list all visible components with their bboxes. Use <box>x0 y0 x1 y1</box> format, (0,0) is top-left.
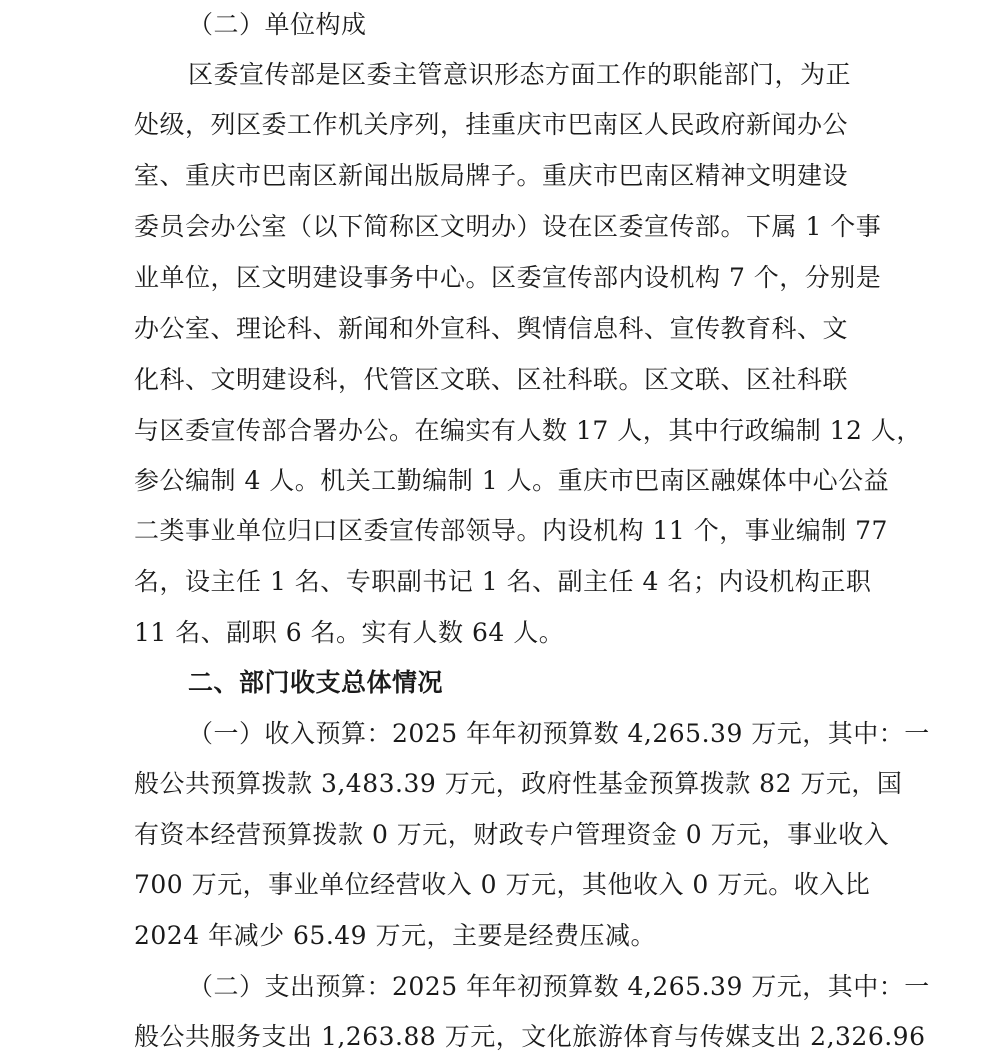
section-subheading: （二）单位构成 <box>188 10 367 39</box>
paragraph-line: 处级，列区委工作机关序列，挂重庆市巴南区人民政府新闻办公 <box>134 110 849 139</box>
paragraph-line: 室、重庆市巴南区新闻出版局牌子。重庆市巴南区精神文明建设 <box>134 161 849 190</box>
paragraph-line: 委员会办公室（以下简称区文明办）设在区委宣传部。下属 1 个事 <box>134 212 882 241</box>
paragraph-line: 化科、文明建设科，代管区文联、区社科联。区文联、区社科联 <box>134 365 849 394</box>
paragraph-line: 参公编制 4 人。机关工勤编制 1 人。重庆市巴南区融媒体中心公益 <box>134 466 890 495</box>
paragraph-line: 11 名、副职 6 名。实有人数 64 人。 <box>134 618 565 647</box>
paragraph-line: 700 万元，事业单位经营收入 0 万元，其他收入 0 万元。收入比 <box>134 870 871 899</box>
paragraph-line: 二类事业单位归口区委宣传部领导。内设机构 11 个，事业编制 77 <box>134 516 888 545</box>
paragraph-line: 名，设主任 1 名、专职副书记 1 名、副主任 4 名；内设机构正职 <box>134 567 872 596</box>
paragraph-line: 般公共预算拨款 3,483.39 万元，政府性基金预算拨款 82 万元，国 <box>134 769 903 798</box>
paragraph-line: （二）支出预算：2025 年年初预算数 4,265.39 万元，其中：一 <box>188 972 930 1001</box>
paragraph-line: 2024 年减少 65.49 万元，主要是经费压减。 <box>134 921 657 950</box>
paragraph-line: 有资本经营预算拨款 0 万元，财政专户管理资金 0 万元，事业收入 <box>134 820 890 849</box>
paragraph-line: 与区委宣传部合署办公。在编实有人数 17 人，其中行政编制 12 人， <box>134 416 922 445</box>
paragraph-line: 办公室、理论科、新闻和外宣科、舆情信息科、宣传教育科、文 <box>134 314 849 343</box>
paragraph-line: 业单位，区文明建设事务中心。区委宣传部内设机构 7 个，分别是 <box>134 263 882 292</box>
paragraph-line: （一）收入预算：2025 年年初预算数 4,265.39 万元，其中：一 <box>188 719 930 748</box>
paragraph-line: 区委宣传部是区委主管意识形态方面工作的职能部门，为正 <box>188 60 852 89</box>
section-heading: 二、部门收支总体情况 <box>188 668 444 697</box>
paragraph-line: 般公共服务支出 1,263.88 万元，文化旅游体育与传媒支出 2,326.96 <box>134 1022 926 1051</box>
